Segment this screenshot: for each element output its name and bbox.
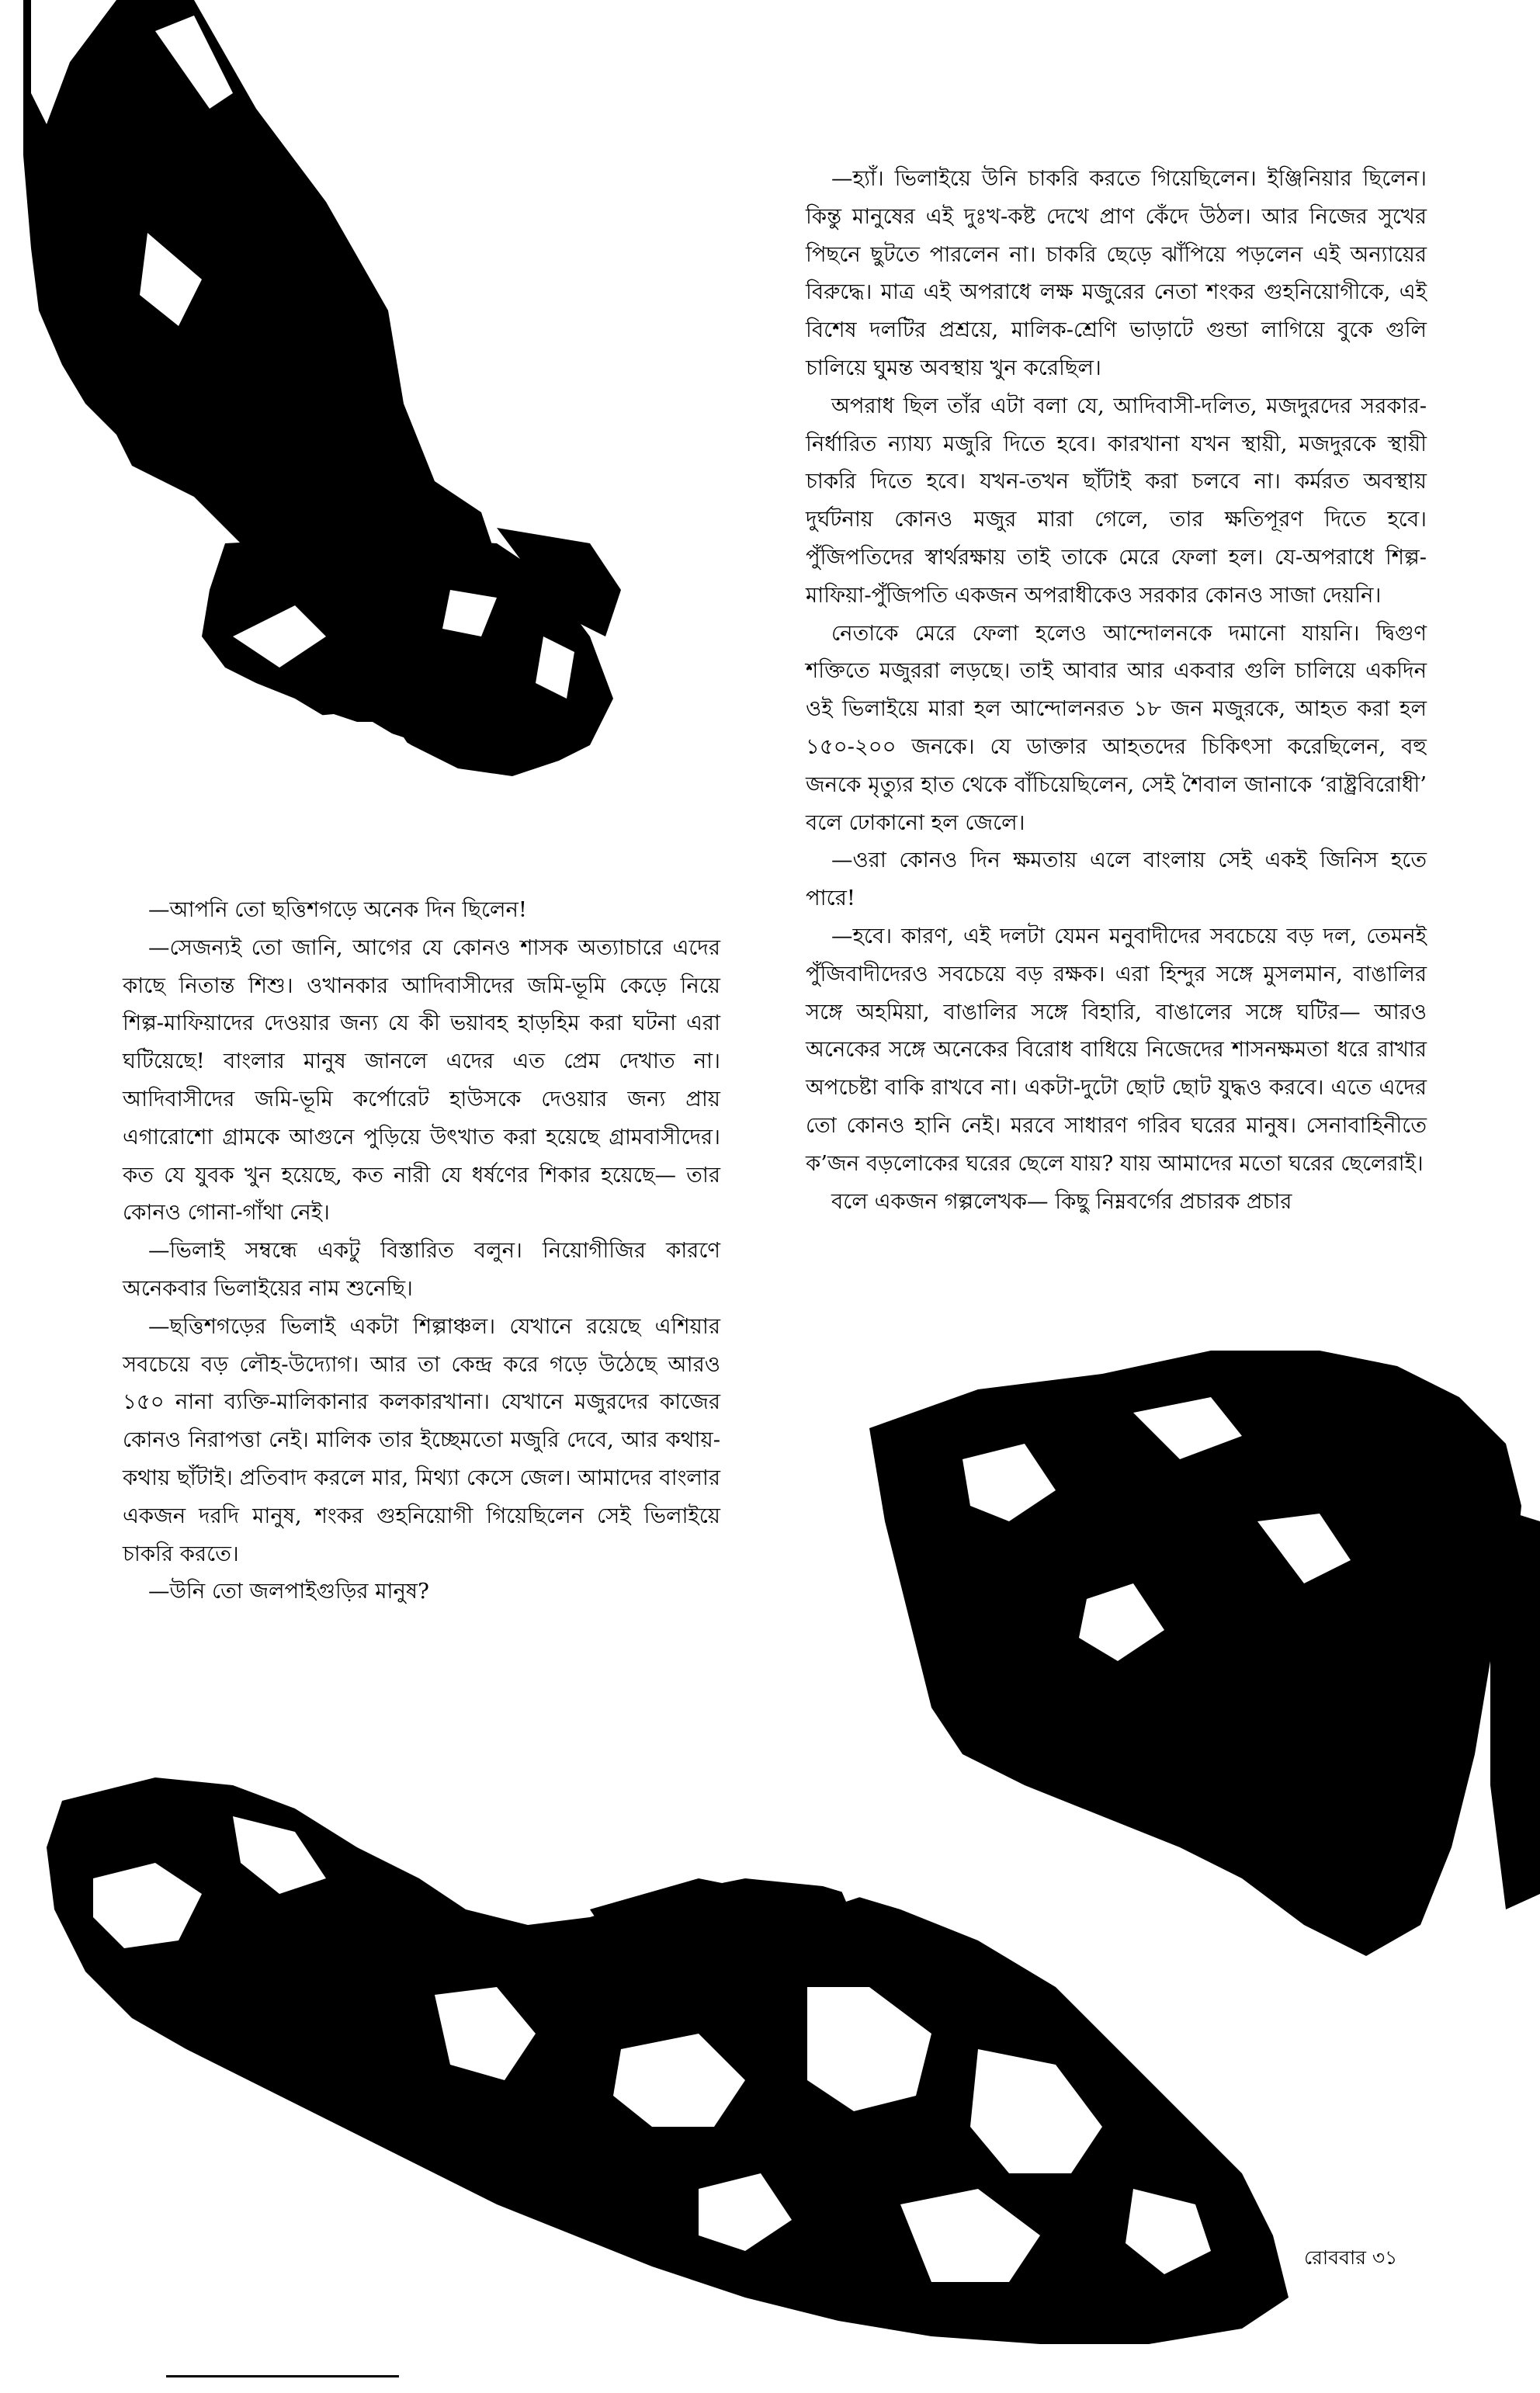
article-column-right [806,160,1427,1220]
paragraph: —হ্যাঁ। ভিলাইয়ে উনি চাকরি করতে গিয়েছিলেন। ইঞ্জিনিয়ার ছিলেন। কিন্তু মানুষের এই দুঃখ-কষ্ট দেখে প্রাণ কেঁদে উঠল। আর নিজের সুখের পিছনে ছুটতে পারলেন না। চাকরি ছেড়ে ঝাঁপিয়ে পড়লেন এই অন্যায়ের বিরুদ্ধে। মাত্র এই অপরাধে লক্ষ মজুরের নেতা শংকর গুহনিয়োগীকে, এই বিশেষ দলটির প্রশ্রয়ে, মালিক-শ্রেণি ভাড়াটে গুন্ডা লাগিয়ে বুকে গুলি চালিয়ে ঘুমন্ত অবস্থায় খুন করেছিল। [806,166,1427,380]
article-column-left [123,891,720,1611]
paragraph: —উনি তো জলপাইগুড়ির মানুষ? [148,1579,429,1604]
page-folio: রোববার ৩১ [1304,2246,1398,2269]
top-left-brush-artwork [23,0,621,776]
paragraph: —সেজন্যই তো জানি, আগের যে কোনও শাসক অত্যাচারে এদের কাছে নিতান্ত শিশু। ওখানকার আদিবাসীদের জমি-ভূমি কেড়ে নিয়ে শিল্প-মাফিয়াদের দেওয়ার জন্য যে কী ভয়াবহ হাড়হিম করা ঘটনা এরা ঘটিয়েছে! বাংলার মানুষ জানলে এদের এত প্রেম দেখাত না। আদিবাসীদের জমি-ভূমি কর্পোরেট হাউসকে দেওয়ার জন্য প্রায় এগারোশো গ্রামকে আগুনে পুড়িয়ে উৎখাত করা হয়েছে গ্রামবাসীদের। কত যে যুবক খুন হয়েছে, কত নারী যে ধর্ষণের শিকার হয়েছে— তার কোনও গোনা-গাঁথা নেই। [123,935,720,1226]
paragraph: —আপনি তো ছত্তিশগড়ে অনেক দিন ছিলেন! [148,897,527,922]
paragraph: —ওরা কোনও দিন ক্ষমতায় এলে বাংলায় সেই একই জিনিস হতে পারে! [806,848,1427,911]
paragraph: —ভিলাই সম্বন্ধে একটু বিস্তারিত বলুন। নিয়োগীজির কারণে অনেকবার ভিলাইয়ের নাম শুনেছি। [123,1238,720,1301]
paragraph: নেতাকে মেরে ফেলা হলেও আন্দোলনকে দমানো যায়নি। দ্বিগুণ শক্তিতে মজুররা লড়ছে। তাই আবার আর একবার গুলি চালিয়ে একদিন ওই ভিলাইয়ে মারা হল আন্দোলনরত ১৮ জন মজুরকে, আহত করা হল ১৫০-২০০ জনকে। যে ডাক্তার আহতদের চিকিৎসা করেছিলেন, বহু জনকে মৃত্যুর হাত থেকে বাঁচিয়েছিলেন, সেই শৈবাল জানাকে ‘রাষ্ট্রবিরোধী’ বলে ঢোকানো হল জেলে। [806,620,1427,835]
paragraph: অপরাধ ছিল তাঁর এটা বলা যে, আদিবাসী-দলিত, মজদুরদের সরকার-নির্ধারিত ন্যায্য মজুরি দিতে হবে। কারখানা যখন স্থায়ী, মজদুরকে স্থায়ী চাকরি দিতে হবে। যখন-তখন ছাঁটাই করা চলবে না। কর্মরত অবস্থায় দুর্ঘটনায় কোনও মজুর মারা গেলে, তার ক্ষতিপূরণ দিতে হবে। পুঁজিপতিদের স্বার্থরক্ষায় তাই তাকে মেরে ফেলা হল। যে-অপরাধে শিল্প-মাফিয়া-পুঁজিপতি একজন অপরাধীকেও সরকার কোনও সাজা দেয়নি। [806,393,1427,608]
paragraph: বলে একজন গল্পলেখক— কিছু নিম্নবর্গের প্রচারক প্রচার [831,1188,1292,1214]
paragraph: —ছত্তিশগড়ের ভিলাই একটা শিল্পাঞ্চল। যেখানে রয়েছে এশিয়ার সবচেয়ে বড় লৌহ-উদ্যোগ। আর তা কেন্দ্র করে গড়ে উঠেছে আরও ১৫০ নানা ব্যক্তি-মালিকানার কলকারখানা। যেখানে মজুরদের কাজের কোনও নিরাপত্তা নেই। মালিক তার ইচ্ছেমতো মজুরি দেবে, আর কথায়-কথায় ছাঁটাই। প্রতিবাদ করলে মার, মিথ্যা কেসে জেল। আমাদের বাংলার একজন দরদি মানুষ, শংকর গুহনিয়োগী গিয়েছিলেন সেই ভিলাইয়ে চাকরি করতে। [123,1313,720,1566]
bottom-rule [166,2375,399,2377]
paragraph: —হবে। কারণ, এই দলটা যেমন মনুবাদীদের সবচেয়ে বড় দল, তেমনই পুঁজিবাদীদেরও সবচেয়ে বড় রক্ষক। এরা হিন্দুর সঙ্গে মুসলমান, বাঙালির সঙ্গে অহমিয়া, বাঙালির সঙ্গে বিহারি, বাঙালের সঙ্গে ঘটির— আরও অনেকের সঙ্গে অনেকের বিরোধ বাধিয়ে নিজেদের শাসনক্ষমতা ধরে রাখার অপচেষ্টা বাকি রাখবে না। একটা-দুটো ছোট ছোট যুদ্ধও করবে। এতে এদের তো কোনও হানি নেই। মরবে সাধারণ গরিব ঘরের মানুষ। সেনাবাহিনীতে ক’জন বড়লোকের ঘরের ছেলে যায়? যায় আমাদের মতো ঘরের ছেলেরাই। [806,923,1427,1176]
